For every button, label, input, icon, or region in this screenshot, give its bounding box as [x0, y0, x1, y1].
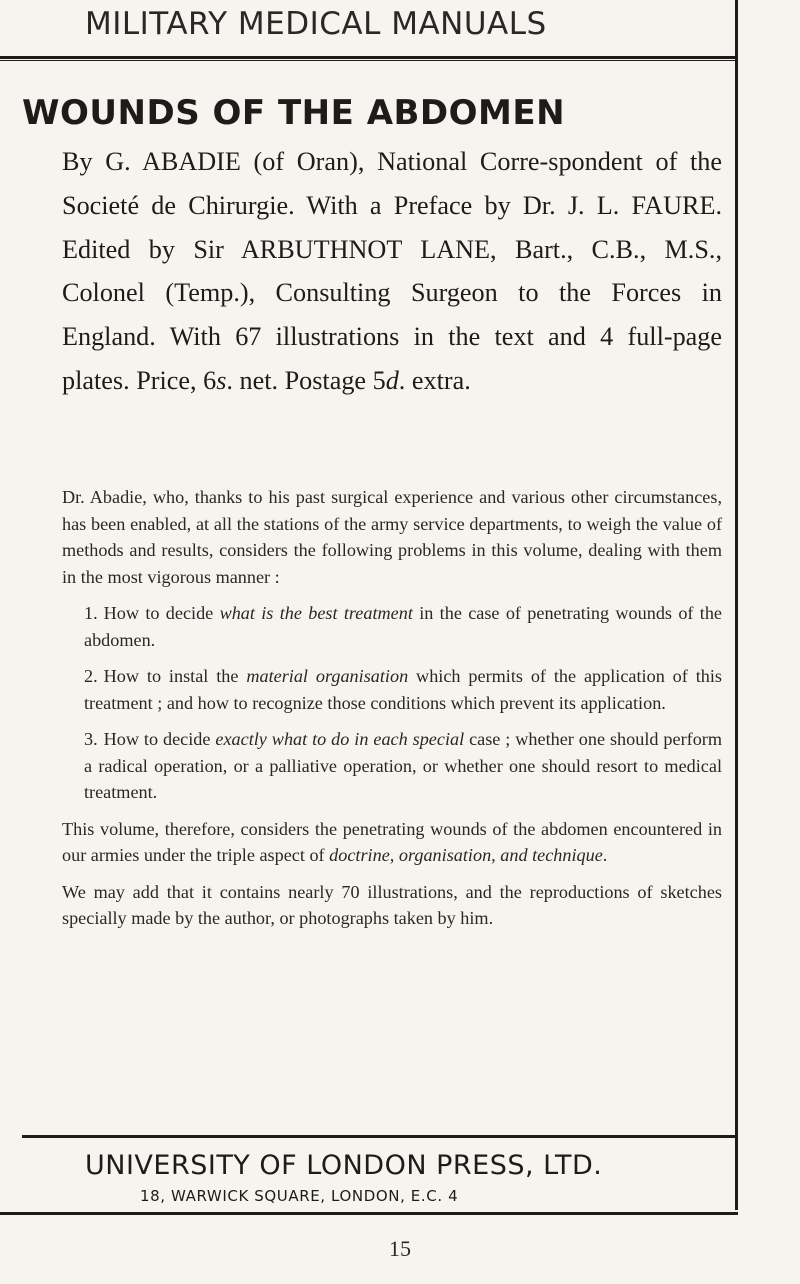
intro-text: By G. ABADIE (of Oran), National Corre-spondent of the Societé de Chirurgie. With a Preface by Dr. J. L. FAURE. Edited by Sir ARBUTHNOT LANE, Bart., C.B., M.S., Colonel (Temp.), Consulting Surgeon to the Forces in England. With 67 illustrations in the text and 4 full-page plates. — [62, 147, 722, 395]
footer-rule-bottom — [0, 1212, 738, 1215]
price-line: Price, 6s. net. Postage 5d. extra. — [136, 365, 471, 395]
footer-rule — [22, 1135, 735, 1138]
list-item: 3. How to decide exactly what to do in each special case ; whether one should perform a radical operation, or a palliative operation, or whether one should resort to medical treatment. — [84, 729, 722, 802]
paragraph-1: Dr. Abadie, who, thanks to his past surgical experience and various other circumstances, has been enabled, at all the stations of the army service departments, to weigh the value of methods and results, considers the following problems in this volume, dealing with them in the most vigorous manner : — [62, 487, 722, 587]
header-rule-thin — [0, 60, 738, 61]
list-item: 1. How to decide what is the best treatment in the case of penetrating wounds of the abdomen. — [84, 603, 723, 650]
right-border-rule — [735, 0, 738, 1210]
book-title: WOUNDS OF THE ABDOMEN — [22, 93, 566, 133]
paragraph-3: We may add that it contains nearly 70 illustrations, and the reproductions of sketches specially made by the author, or photographs taken by him. — [62, 881, 722, 928]
publisher-name: UNIVERSITY OF LONDON PRESS, LTD. — [85, 1150, 603, 1181]
body-text — [62, 484, 722, 942]
series-header: MILITARY MEDICAL MANUALS — [85, 6, 547, 42]
list-item: 2. How to instal the material organisation which permits of the application of this treatment ; and how to recognize those conditions which prevent its application. — [84, 666, 723, 713]
paragraph-2: This volume, therefore, considers the penetrating wounds of the abdomen encountered in our armies under the triple aspect of doctrine, organisation, and technique. — [62, 818, 722, 865]
header-rule — [0, 56, 738, 59]
book-description — [62, 140, 722, 403]
publisher-address: 18, WARWICK SQUARE, LONDON, E.C. 4 — [140, 1187, 459, 1205]
page-number: 15 — [389, 1236, 411, 1261]
